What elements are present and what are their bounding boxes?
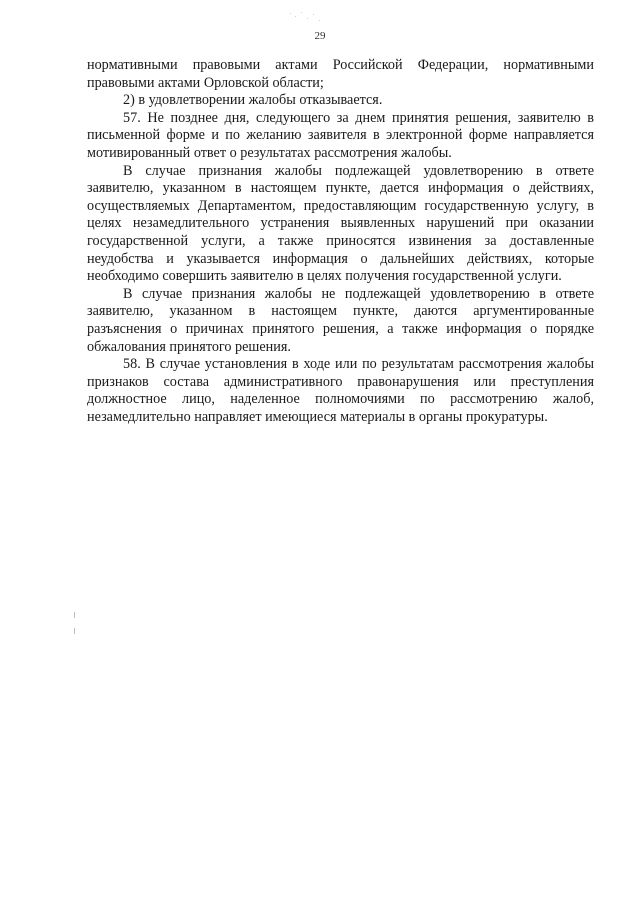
paragraph-clause-58: 58. В случае установления в ходе или по результатам рассмотрения жалобы признаков состава административного правонарушения или преступления должностное лицо, наделенное полномочиями по рассмотрению жалоб, незамедлительно направляет имеющиеся материалы в органы прокуратуры. xyxy=(87,356,594,425)
scan-artifact xyxy=(286,10,326,24)
paragraph-item-2: 2) в удовлетворении жалобы отказывается. xyxy=(123,92,383,109)
paragraph-complaint-rejected: В случае признания жалобы не подлежащей удовлетворению в ответе заявителю, указанном в настоящем пункте, даются аргументированные разъяснения о причинах принятого решения, а также информация о порядке обжалования принятого решения. xyxy=(87,285,594,355)
margin-artifact xyxy=(74,612,75,618)
margin-artifact xyxy=(74,628,75,634)
page-number: 29 xyxy=(314,30,326,42)
paragraph-continuation: нормативными правовыми актами Российской Федерации, нормативными правовыми актами Орловской области; xyxy=(87,57,594,91)
document-body xyxy=(87,57,594,426)
paragraph-complaint-satisfied: В случае признания жалобы подлежащей удовлетворению в ответе заявителю, указанном в настоящем пункте, дается информация о действиях, осуществляемых Департаментом, предоставляющим государственную услугу, в целях незамедлительного устранения выявленных нарушений при оказании государственной услуги, а также приносятся извинения за доставленные неудобства и указывается информация о дальнейших действиях, которые необходимо совершить заявителю в целях получения государственной услуги. xyxy=(87,162,594,285)
paragraph-clause-57: 57. Не позднее дня, следующего за днем принятия решения, заявителю в письменной форме и по желанию заявителя в электронной форме направляется мотивированный ответ о результатах рассмотрения жалобы. xyxy=(87,109,594,161)
